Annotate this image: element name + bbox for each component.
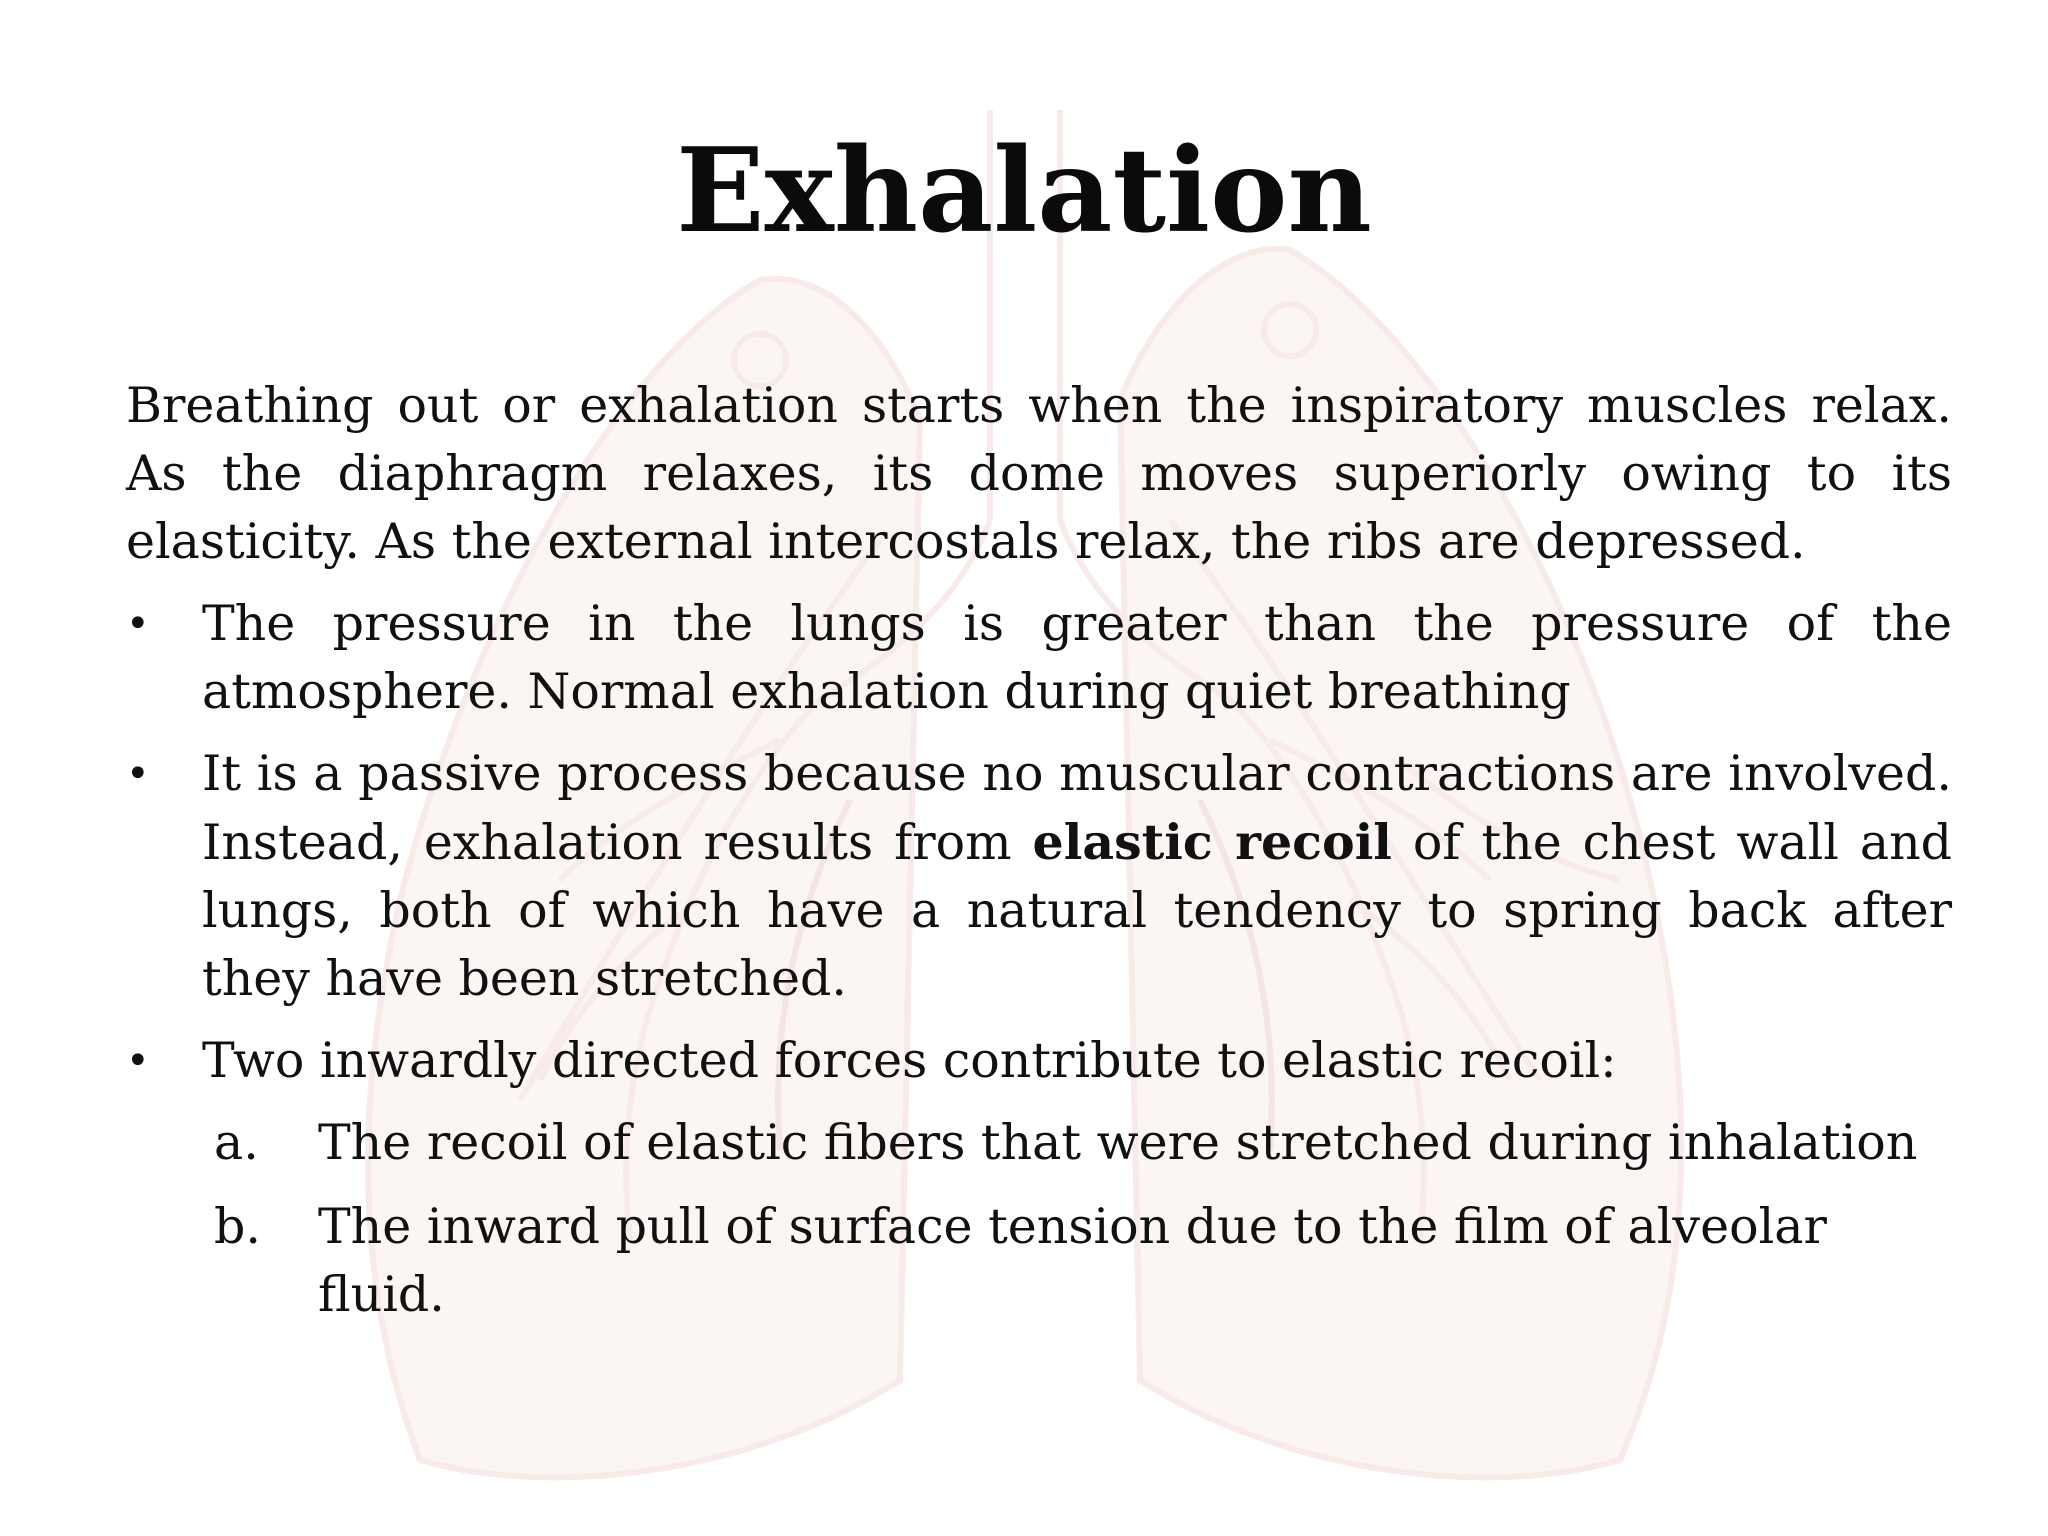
bullet-icon: • — [126, 751, 150, 797]
bullet-text: Two inwardly directed forces contribute to elastic recoil: — [202, 1032, 1617, 1089]
sub-list-item-a — [126, 1109, 1952, 1177]
bullet-item-pressure — [126, 590, 1952, 726]
intro-paragraph: Breathing out or exhalation starts when the inspiratory muscles relax. As the diaphragm relaxes, its dome moves superiorly owing to its elasticity. As the external intercostals relax, the ribs are depressed. — [126, 377, 1952, 570]
sub-list — [126, 1109, 1952, 1329]
bullet-text-after: of the chest wall and lungs, both of which have a natural tendency to spring back after they have been stretched. — [202, 814, 1952, 1007]
sub-list-marker: a. — [214, 1114, 259, 1171]
bullet-icon: • — [126, 1038, 150, 1084]
bullet-icon: • — [126, 601, 150, 647]
bullet-text-before: It is a passive process because no muscular contractions are involved. Instead, exhalation results from — [202, 745, 1952, 871]
sub-list-text: The inward pull of surface tension due to the film of alveolar fluid. — [318, 1198, 1827, 1323]
slide-body — [126, 372, 1952, 1345]
bullet-item-passive-process — [126, 740, 1952, 1013]
slide-title: Exhalation — [676, 123, 1372, 259]
bullet-bold-term: elastic recoil — [1032, 813, 1392, 871]
sub-list-item-b — [126, 1193, 1952, 1329]
sub-list-text: The recoil of elastic fibers that were stretched during inhalation — [318, 1114, 1918, 1171]
bullet-item-two-forces — [126, 1027, 1952, 1095]
sub-list-marker: b. — [214, 1198, 261, 1255]
bullet-text: The pressure in the lungs is greater than the pressure of the atmosphere. Normal exhalation during quiet breathing — [202, 595, 1952, 720]
